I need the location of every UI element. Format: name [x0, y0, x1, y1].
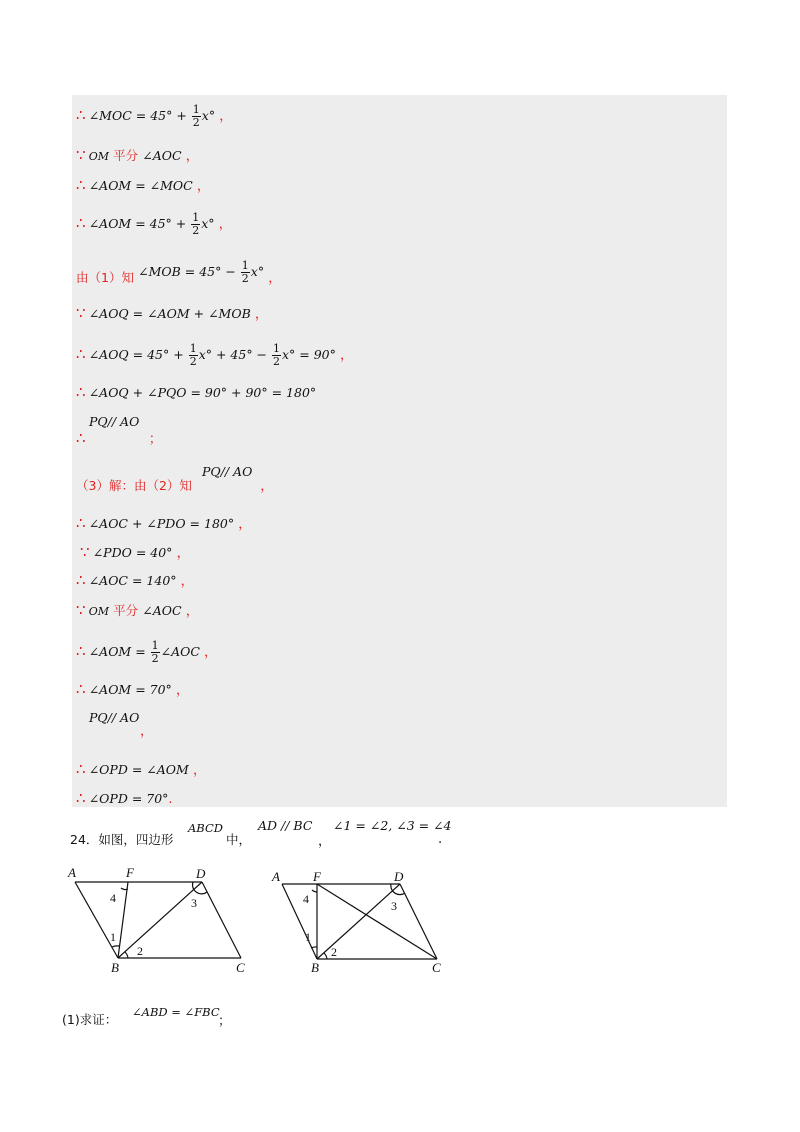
figure-2 — [266, 862, 456, 977]
vertex-C: C — [432, 960, 441, 975]
vertex-A: A — [68, 865, 76, 880]
angle-label-3: 3 — [391, 899, 397, 913]
angle-label-2: 2 — [137, 944, 143, 958]
solution-line: ∴ ； — [76, 429, 162, 447]
therefore-symbol: ∴ — [76, 106, 85, 124]
solution-line: ∴ ∠AOM = $\frac{1}{2}$ ∠AOC ， — [76, 639, 218, 665]
part1-expression: ∠ABD = ∠FBC — [132, 1005, 220, 1019]
fraction: $\frac{1}{2}$ — [272, 342, 280, 368]
solution-line: ， — [140, 724, 154, 739]
angle-label-1: 1 — [110, 930, 116, 944]
solution-panel — [72, 95, 727, 807]
vertex-F: F — [313, 869, 321, 884]
fraction: $\frac{1}{2}$ — [189, 342, 197, 368]
figure-1 — [64, 862, 254, 977]
question-sep: ， — [318, 834, 332, 849]
solution-line: ∴ ∠AOC + ∠PDO = 180° ， — [76, 514, 252, 532]
vertex-C: C — [236, 960, 245, 975]
solution-line: ∴ ∠AOQ = 45° + $\frac{1}{2}$ x° + 45° − $\frac{1}{2}$ x° = 90° ， — [76, 342, 354, 368]
solution-line: ∴ ∠AOM = ∠MOC ， — [76, 176, 210, 194]
question-angles: ∠1 = ∠2, ∠3 = ∠4 — [333, 818, 452, 833]
part1-end: ； — [218, 1014, 232, 1029]
solution-line: ∴ ∠AOC = 140° ， — [76, 571, 194, 589]
solution-line: ∵ ∠AOQ = ∠AOM + ∠MOB ， — [76, 304, 268, 322]
because-symbol: ∵ — [76, 146, 85, 164]
math-expression: PQ// AO — [89, 710, 140, 725]
part1-label: (1)求证： — [62, 1012, 118, 1027]
math-expression: ∠MOC = 45° + — [88, 108, 191, 123]
angle-label-2: 2 — [331, 945, 337, 959]
fraction: $\frac{1}{2}$ — [151, 639, 159, 665]
math-expression: PQ// AO — [89, 414, 140, 429]
angle-label-1: 1 — [305, 930, 311, 944]
vertex-F: F — [126, 865, 134, 880]
angle-label-4: 4 — [303, 892, 309, 906]
vertex-D: D — [394, 869, 404, 884]
fraction: $\frac{1}{2}$ — [192, 211, 200, 237]
question-end: . — [438, 832, 443, 847]
solution-line: （3）解：由（2）知 ， — [76, 478, 274, 494]
angle-label-4: 4 — [110, 891, 116, 905]
solution-line: ∴ ∠AOM = 70° ， — [76, 680, 189, 698]
solution-line: ∵ ∠PDO = 40° ， — [80, 543, 190, 561]
question-quad: ABCD — [188, 821, 223, 835]
math-expression: PQ// AO — [202, 464, 253, 479]
solution-line: ∴ ∠AOQ + ∠PQO = 90° + 90° = 180° — [76, 383, 317, 401]
vertex-B: B — [111, 960, 119, 975]
solution-line: ∴ ∠OPD = 70°. — [76, 789, 173, 807]
vertex-D: D — [196, 866, 206, 881]
solution-line: ∵ OM 平分 ∠AOC ， — [76, 601, 199, 619]
vertex-A: A — [272, 869, 280, 884]
solution-line: 由（1）知 ∠MOB = 45° − $\frac{1}{2}$ x° ， — [76, 259, 282, 286]
solution-line: ∴ ∠MOC = 45° + $\frac{1}{2}$ x° ， — [76, 103, 233, 129]
fraction: $\frac{1}{2}$ — [192, 103, 200, 129]
solution-line: ∵ OM 平分 ∠AOC ， — [76, 146, 199, 164]
angle-label-3: 3 — [191, 896, 197, 910]
question-mid: 中， — [226, 832, 252, 847]
fraction: $\frac{1}{2}$ — [241, 259, 249, 285]
solution-line: ∴ ∠AOM = 45° + $\frac{1}{2}$ x° ， — [76, 211, 232, 237]
solution-line: ∴ ∠OPD = ∠AOM ， — [76, 760, 206, 778]
question-intro: 24．如图，四边形 — [70, 832, 174, 847]
question-parallel: AD // BC — [258, 818, 313, 833]
vertex-B: B — [311, 960, 319, 975]
